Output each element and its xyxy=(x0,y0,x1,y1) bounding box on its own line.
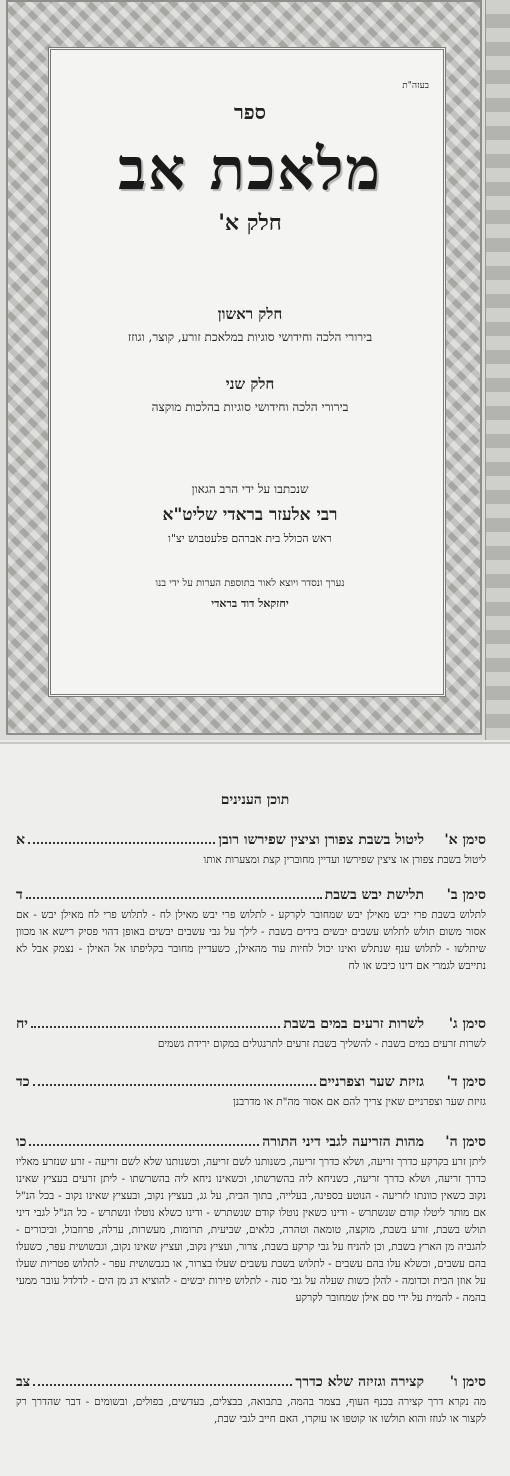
siman-label: סימן ג' xyxy=(448,1016,486,1032)
page-number: צב xyxy=(16,1374,31,1390)
siman-label: סימן ה' xyxy=(445,1134,486,1150)
toc-entry xyxy=(16,832,486,869)
book-title: מלאכת אב xyxy=(118,135,382,203)
toc-entry xyxy=(16,1134,486,1307)
page-number: כו xyxy=(16,1134,27,1150)
leader-dots xyxy=(33,1084,316,1086)
author-name: רבי אלעזר בראדי שליט"א xyxy=(162,505,338,525)
entry-title: ליטול בשבת צפורן וציצין שפירשו רובן xyxy=(218,832,424,848)
written-by: שנכתבו על ידי הרב הגאון xyxy=(191,482,309,496)
entry-title: תלישת יבש בשבת xyxy=(324,887,424,903)
entry-title: מהות הזריעה לגבי דיני התורה xyxy=(262,1134,424,1150)
siman-label: סימן ב' xyxy=(446,887,486,903)
edited-by: נערך ונסדר ויוצא לאור בתוספת הערות על ידי בנו xyxy=(155,578,345,589)
leader-dots xyxy=(26,897,322,899)
page-edge xyxy=(485,0,510,740)
toc-entry xyxy=(16,1074,486,1111)
entry-title: קצירה וגזיזה שלא כדרך xyxy=(295,1374,424,1390)
toc-title: תוכן הענינים xyxy=(220,792,290,808)
leader-dots xyxy=(31,1026,280,1028)
entry-title: גזיזת שער וצפרניים xyxy=(318,1074,424,1090)
editor-name: יחזקאל דוד בראדי xyxy=(211,597,289,610)
siman-label: סימן ו' xyxy=(449,1374,486,1390)
bezrat-hashem: בעזה"ת xyxy=(402,81,429,91)
toc-entry xyxy=(16,1016,486,1053)
section1-description: בירורי הלכה וחידושי סוגיות במלאכת זורע, קוצר, וגוזז xyxy=(127,330,373,344)
ornamental-frame xyxy=(6,0,482,735)
siman-label: סימן א' xyxy=(444,832,486,848)
section2-heading: חלק שני xyxy=(225,375,275,393)
entry-description: גזיזת שער וצפרניים שאין צריך להם אם אסור מה"ת או מדרבנן xyxy=(233,1096,486,1108)
leader-dots xyxy=(33,1384,292,1386)
entry-description: מה נקרא דרך קצירה בכנף העוף, בצמר בהמה, בתבואה, בבצלים, בעדשים, בפולים, ובשומים - דבר שהדרך רק לקצור או לגוזז והוא תולשו או קוטפו או עוקרו, האם חייב לגבי שבת, xyxy=(16,1396,486,1425)
toc-page xyxy=(0,742,510,1476)
siman-label: סימן ד' xyxy=(446,1074,486,1090)
entry-description: לתלוש בשבת פרי יבש מאילן יבש שמחובר לקרקע - לתלוש פרי יבש מאילן לח - לתלוש פרי לח מאילן יבש - אם אסור משום תולש לתלוש עשבים יבשים בידים בשבת - לילך על גבי עשבים יבשים באופן דהוי פסיק רישא או מכוון שיתלשו - לתלוש ענף שנתלש ואינו יכול לחיות עוד מהאילן, כשעדיין מחובר בקליפתו אל האילן - נצמק אבל לא נתייבש לגמרי אם דינו כיבש או לח xyxy=(16,909,486,972)
page-number: א xyxy=(16,832,25,848)
page-number: יח xyxy=(16,1016,28,1032)
sefer-label: ספר xyxy=(233,100,267,124)
title-panel xyxy=(48,47,446,697)
toc-entry xyxy=(16,1374,486,1428)
toc-entry xyxy=(16,887,486,975)
entry-title: לשרות זרעים במים בשבת xyxy=(283,1016,424,1032)
section1-heading: חלק ראשון xyxy=(217,305,283,323)
leader-dots xyxy=(28,842,215,844)
entry-description: לשרות זרעים במים בשבת - להשליך בשבת זרעים לתרנגולים במקום ירידת גשמים xyxy=(157,1038,486,1050)
section2-description: בירורי הלכה וחידושי סוגיות בהלכות מוקצה xyxy=(151,400,349,414)
author-role: ראש הכולל בית אברהם פלעטבוש יצ"ו xyxy=(168,532,332,545)
leader-dots xyxy=(29,1144,259,1146)
volume-label: חלק א' xyxy=(218,210,282,236)
entry-description: ליתן זרע בקרקע כדרך זריעה, ושלא כדרך זריעה, כשנותנו לשם זריעה, וכשנותנו שלא לשם זריעה - זרע שנזרע מאליו כדרך זריעה, ושלא כדרך זריעה, כשניחא ליה בהשרשתו, וכשאינו ניחא ליה בהשרשתו - ליתן זרעים בעציץ שאינו נקוב כשאין כוונתו לזריעה - הנוטע בספינה, בעלייה, בתוך הבית, על גג, בעציץ נקוב, ובעציץ שאינו נקוב - בכל הנ"ל אם מותר ליטלו קודם שנשתרש - ודינו כשאין נוטלו קודם שנשתרש - ודינו כשלא נוטלו ונשתרש - כל הנ"ל לגבי דיני תולש בשבת, זורע בשבת, מוקצה, טומאה וטהרה, כלאים, שביעית, תרומות, מעשרות, ערלה, פרוזבול, וביכורים - להגביה מן הארץ בשבת, וכן להניח על גבי קרקע בשבת, צרור, ועציץ נקוב, ועציץ שאינו נקוב, וגבשושית עפר, כשעלו בהם עשבים, וכשלא עלו בהם עשבים - לתלוש בשבת עשבים שעלו בצרור, או בגבשושית עפר - לתלוש פטריות שעלו על אוזן הבית וכדומה - להלן כשות שעלה על גבי סנה - לתלוש פירות יבשים - להוציא דג מן הים - לדלדל עובר ממעי בהמה - להמית על ידי סם אילן שמחובר לקרקע xyxy=(16,1156,486,1304)
page-number: כד xyxy=(16,1074,30,1090)
entry-description: ליטול בשבת צפורן או ציצין שפירשו ועדיין מחוברין קצת ומצערות אותו xyxy=(203,854,486,866)
page-number: ד xyxy=(16,887,23,903)
